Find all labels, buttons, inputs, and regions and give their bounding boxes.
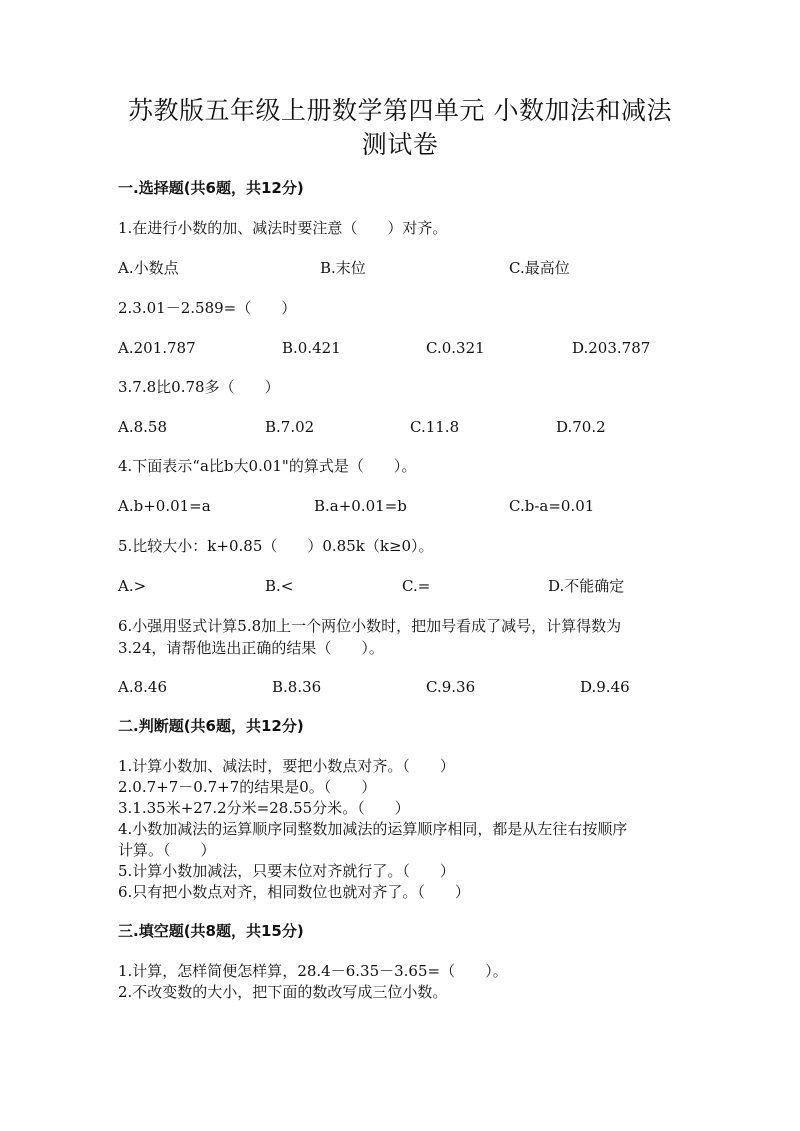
judge-item-4-line1: 4.小数加减法的运算顺序同整数加减法的运算顺序相同，都是从左往右按顺序 <box>118 820 628 838</box>
fill-item-2: 2.不改变数的大小，把下面的数改写成三位小数。 <box>118 983 448 1001</box>
judge-item-4-line2: 计算。（ ） <box>118 841 216 859</box>
question-4-text: 4.下面表示“a比b大0.01"的算式是（ ）。 <box>118 457 417 475</box>
question-5-option-a: A.> <box>118 577 147 595</box>
question-6-option-c: C.9.36 <box>426 678 476 696</box>
question-2-text: 2.3.01－2.589=（ ） <box>118 299 297 317</box>
judge-item-5: 5.计算小数加减法，只要末位对齐就行了。（ ） <box>118 862 455 880</box>
question-5-option-b: B.< <box>265 577 294 595</box>
question-2-option-c: C.0.321 <box>426 339 485 357</box>
question-3-option-d: D.70.2 <box>556 418 606 436</box>
question-4-option-b: B.a+0.01=b <box>314 497 407 515</box>
question-3-option-a: A.8.58 <box>118 418 167 436</box>
question-1-option-b: B.末位 <box>320 259 366 277</box>
question-5-text: 5.比较大小：k+0.85（ ）0.85k（k≥0）。 <box>118 537 434 555</box>
question-1-option-a: A.小数点 <box>118 259 179 277</box>
question-3-text: 3.7.8比0.78多（ ） <box>118 378 280 396</box>
question-5-option-c: C.= <box>402 577 431 595</box>
judge-item-6: 6.只有把小数点对齐，相同数位也就对齐了。（ ） <box>118 883 470 901</box>
question-6-text-line1: 6.小强用竖式计算5.8加上一个两位小数时，把加号看成了减号，计算得数为 <box>118 617 622 635</box>
judge-item-3: 3.1.35米+27.2分米=28.55分米。（ ） <box>118 799 410 817</box>
question-3-option-c: C.11.8 <box>410 418 460 436</box>
exam-title-line2: 测试卷 <box>361 130 439 159</box>
question-6-text-line2: 3.24，请帮他选出正确的结果（ ）。 <box>118 639 384 657</box>
question-4-option-a: A.b+0.01=a <box>118 497 211 515</box>
section1-heading: 一.选择题(共6题，共12分) <box>118 179 304 197</box>
question-2-option-d: D.203.787 <box>572 339 651 357</box>
section2-heading: 二.判断题(共6题，共12分) <box>118 717 304 735</box>
question-2-option-b: B.0.421 <box>282 339 341 357</box>
question-5-option-d: D.不能确定 <box>548 577 625 595</box>
exam-title-line1: 苏教版五年级上册数学第四单元 小数加法和减法 <box>128 96 672 125</box>
judge-item-2: 2.0.7+7－0.7+7的结果是0。（ ） <box>118 778 377 796</box>
judge-item-1: 1.计算小数加、减法时，要把小数点对齐。（ ） <box>118 757 455 775</box>
question-4-option-c: C.b-a=0.01 <box>509 497 595 515</box>
question-3-option-b: B.7.02 <box>265 418 315 436</box>
fill-item-1: 1.计算，怎样简便怎样算，28.4－6.35－3.65=（ ）。 <box>118 962 508 980</box>
question-6-option-a: A.8.46 <box>118 678 167 696</box>
question-2-option-a: A.201.787 <box>118 339 196 357</box>
section3-heading: 三.填空题(共8题，共15分) <box>118 922 304 940</box>
question-6-option-d: D.9.46 <box>580 678 630 696</box>
question-1-option-c: C.最高位 <box>509 259 570 277</box>
question-1-text: 1.在进行小数的加、减法时要注意（ ）对齐。 <box>118 219 448 237</box>
question-6-option-b: B.8.36 <box>272 678 322 696</box>
